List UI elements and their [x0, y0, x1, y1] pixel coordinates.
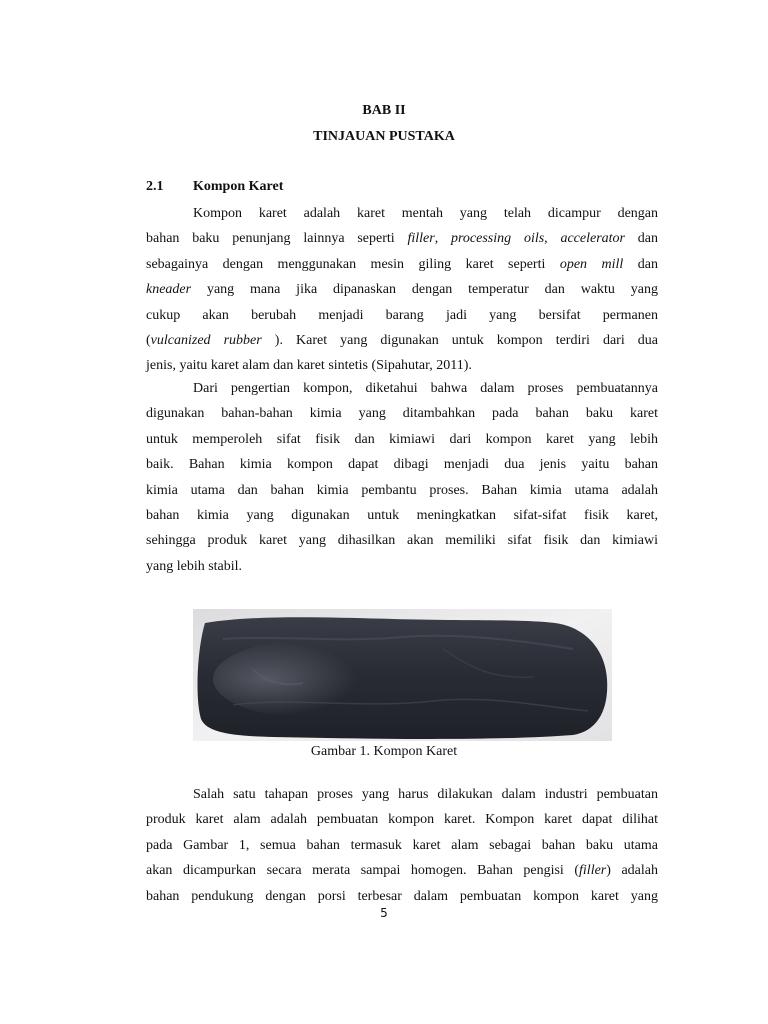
- section-number: 2.1: [146, 179, 164, 194]
- paragraph-line: akan dicampurkan secara merata sampai homogen. Bahan pengisi (filler) adalah: [146, 863, 659, 879]
- italic-term: filler: [579, 863, 607, 879]
- paragraph-line: untuk memperoleh sifat fisik dan kimiawi dari kompon karet yang lebih: [146, 431, 658, 447]
- paragraph-line: sehingga produk karet yang dihasilkan akan memiliki sifat fisik dan kimiawi: [146, 533, 658, 549]
- paragraph-2: [146, 376, 658, 579]
- paragraph-line: bahan kimia yang digunakan untuk meningkatkan sifat-sifat fisik karet,: [146, 507, 658, 523]
- italic-term: kneader: [146, 282, 192, 298]
- chapter-title: TINJAUAN PUSTAKA: [313, 129, 455, 144]
- paragraph-line: bahan pendukung dengan porsi terbesar dalam pembuatan kompon karet yang: [146, 888, 658, 904]
- italic-term: filler: [407, 231, 435, 247]
- paragraph-line: produk karet alam adalah pembuatan kompon karet. Kompon karet dapat dilihat: [146, 812, 658, 828]
- italic-term: processing oils: [451, 231, 545, 247]
- italic-term: open mill: [559, 256, 624, 272]
- paragraph-line: Salah satu tahapan proses yang harus dilakukan dalam industri pembuatan: [193, 787, 658, 802]
- paragraph-line: digunakan bahan-bahan kimia yang ditambahkan pada bahan baku karet: [146, 406, 658, 422]
- paragraph-line: cukup akan berubah menjadi barang jadi yang bersifat permanen: [146, 307, 658, 323]
- rubber-compound-photo: [193, 609, 612, 741]
- chapter-heading: BAB II: [362, 103, 406, 118]
- paragraph-line: Dari pengertian kompon, diketahui bahwa dalam proses pembuatannya: [193, 381, 658, 396]
- paragraph-3: [146, 782, 658, 909]
- figure-caption: Gambar 1. Kompon Karet: [310, 744, 458, 759]
- paragraph-line: bahan baku penunjang lainnya seperti filler, processing oils, accelerator dan: [146, 231, 659, 247]
- paragraph-line: sebagainya dengan menggunakan mesin giling karet seperti open mill dan: [146, 256, 658, 272]
- paragraph-line: baik. Bahan kimia kompon dapat dibagi menjadi dua jenis yaitu bahan: [146, 457, 658, 473]
- paragraph-line: Kompon karet adalah karet mentah yang telah dicampur dengan: [193, 206, 658, 221]
- paragraph-line: yang lebih stabil.: [146, 558, 243, 574]
- italic-term: accelerator: [560, 231, 625, 247]
- paragraph-line: kimia utama dan bahan kimia pembantu proses. Bahan kimia utama adalah: [146, 482, 658, 498]
- paragraph-line: jenis, yaitu karet alam dan karet sintetis (Sipahutar, 2011).: [146, 358, 472, 374]
- section-title: Kompon Karet: [193, 179, 284, 194]
- paragraph-line: kneader yang mana jika dipanaskan dengan temperatur dan waktu yang: [146, 282, 658, 298]
- italic-term: vulcanized rubber: [150, 332, 262, 348]
- paragraph-1: [146, 201, 658, 379]
- paragraph-line: pada Gambar 1, semua bahan termasuk karet alam sebagai bahan baku utama: [146, 837, 658, 853]
- page-number: 5: [380, 906, 388, 920]
- paragraph-line: (vulcanized rubber ). Karet yang digunakan untuk kompon terdiri dari dua: [146, 332, 659, 348]
